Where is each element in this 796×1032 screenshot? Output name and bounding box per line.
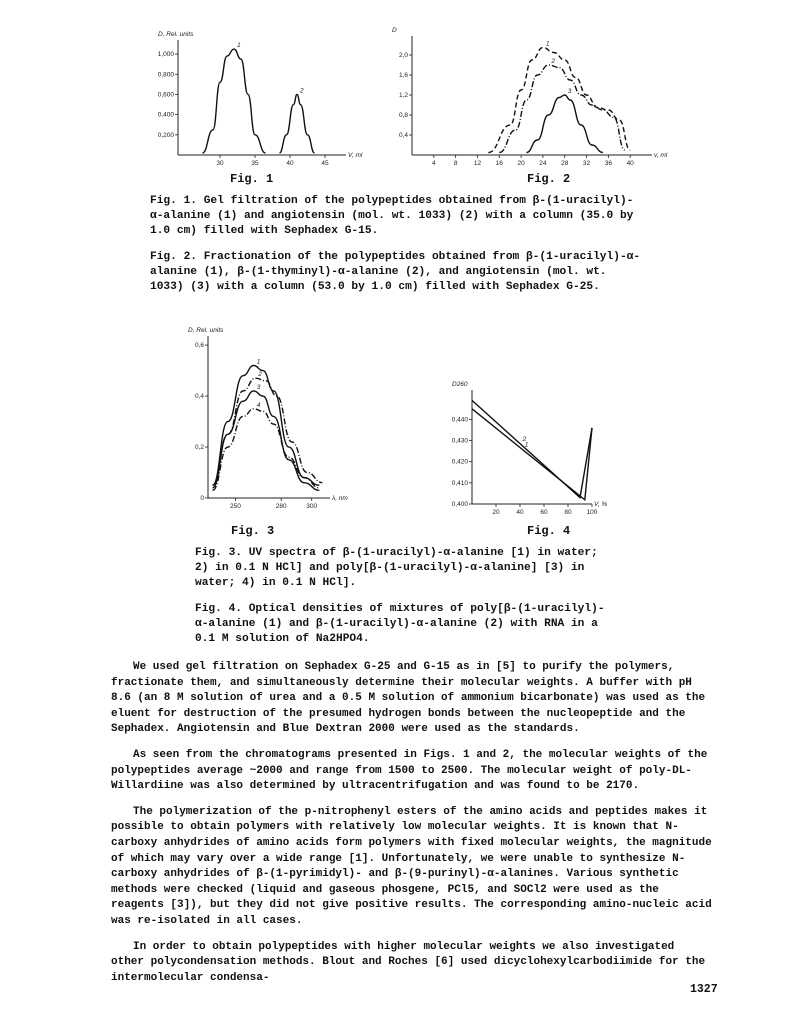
fig1-y-tick-label: 0,600 xyxy=(157,91,174,99)
fig2-series-1-label: 1 xyxy=(545,40,550,48)
fig3-x-axis-label: λ, nm xyxy=(332,495,348,502)
fig2-series-3-label: 3 xyxy=(567,88,572,95)
fig2-y-tick-label: 1,6 xyxy=(398,72,408,79)
fig2-x-tick-label: 20 xyxy=(517,160,525,167)
fig1-x-tick-label: 30 xyxy=(216,160,224,167)
figure-4-label: Fig. 4 xyxy=(527,524,571,538)
figure-4-chart xyxy=(430,382,610,522)
fig2-y-tick-label: 0,8 xyxy=(398,112,408,119)
fig2-x-tick-label: 36 xyxy=(604,160,612,167)
fig1-x-tick-label: 45 xyxy=(321,160,329,167)
fig3-series-2-line xyxy=(213,378,323,485)
fig1-y-tick-label: 1,000 xyxy=(157,51,174,59)
fig1-y-tick-label: 0,800 xyxy=(157,71,174,79)
fig2-y-axis-label: D xyxy=(392,27,397,34)
fig3-series-4-label: 4 xyxy=(256,401,261,409)
figure-2-chart xyxy=(390,27,668,170)
fig3-y-tick-label: 0 xyxy=(200,495,204,502)
fig2-x-tick-label: 16 xyxy=(495,160,503,167)
fig3-y-axis-label: D, Rel. units xyxy=(188,327,224,334)
fig3-y-tick-label: 0,4 xyxy=(194,393,204,401)
fig2-x-tick-label: 4 xyxy=(432,160,436,167)
fig1-y-axis-label: D, Rel. units xyxy=(158,31,194,38)
fig3-series-3-label: 3 xyxy=(256,383,261,391)
fig2-y-tick-label: 2,0 xyxy=(398,52,408,59)
paragraph-3: The polymerization of the p-nitrophenyl esters of the amino acids and peptides makes it possible to obtain polymers with relatively low molecular weights. It is known that N-carboxy anhydrides of amino acids form polymers with fixed molecular weights, the magnitude of which may vary over a wide range [1]. Unfortunately, we were unable to synthesize N-carboxy anhydrides of β-(1-pyrimidyl)- and β-(9-purinyl)-α-alanines. Various synthetic methods were checked (liquid and gaseous phosgene, PCl5, and SOCl2 were used as the reagents [3]), but they did not give positive results. The corresponding amino-nucleic acid was re-isolated in all cases. xyxy=(111,805,712,927)
fig4-series-1-label: 1 xyxy=(524,441,529,449)
fig4-y-tick-label: 0,410 xyxy=(451,479,468,487)
fig2-series-2-line xyxy=(499,65,624,153)
fig1-x-tick-label: 35 xyxy=(251,160,259,167)
fig4-x-tick-label: 40 xyxy=(516,509,524,516)
fig4-x-axis-label: V, % xyxy=(594,501,608,508)
fig2-x-tick-label: 28 xyxy=(561,160,569,167)
figure-3-chart xyxy=(180,320,348,520)
fig3-series-2-label: 2 xyxy=(258,371,262,379)
figure-2-caption: Fig. 2. Fractionation of the polypeptides obtained from β-(1-uracilyl)-α-alanine (1), β-(1-thyminyl)-α-alanine (2), and angiotensin (mol. wt. 1033) (3) with a column (53.0 by 1.0 cm) filled with Sephadex G-25. xyxy=(150,251,641,293)
fig1-series-1-line xyxy=(203,49,266,153)
fig3-y-tick-label: 0,6 xyxy=(194,342,204,350)
fig3-series-1-line xyxy=(213,365,320,485)
fig3-x-tick-label: 280 xyxy=(275,503,287,510)
fig4-series-2-line xyxy=(472,400,592,497)
fig1-series-1-label: 1 xyxy=(237,42,241,50)
fig1-x-tick-label: 40 xyxy=(286,160,294,167)
body-text xyxy=(111,660,713,986)
figure-2-label: Fig. 2 xyxy=(527,172,571,186)
fig4-x-tick-label: 20 xyxy=(492,509,500,516)
fig1-series-2-line xyxy=(280,94,315,153)
fig2-x-axis-label: v, ml xyxy=(654,152,668,159)
fig2-y-tick-label: 0,4 xyxy=(398,132,408,139)
fig1-series-2-label: 2 xyxy=(300,87,304,95)
fig1-y-tick-label: 0,400 xyxy=(157,111,174,119)
figure-3-label: Fig. 3 xyxy=(231,524,275,538)
fig4-y-tick-label: 0,440 xyxy=(451,416,468,424)
page-number: 1327 xyxy=(690,983,718,996)
fig4-y-tick-label: 0,420 xyxy=(451,458,468,466)
fig3-x-tick-label: 300 xyxy=(306,503,318,510)
fig4-series-2-label: 2 xyxy=(522,436,527,444)
fig2-x-tick-label: 24 xyxy=(539,160,547,167)
paragraph-4: In order to obtain polypeptides with higher molecular weights we also investigated other polycondensation methods. Blout and Roches [6] used dicyclohexylcarbodiimide for the intermolecular condensa- xyxy=(111,940,706,984)
fig4-x-tick-label: 100 xyxy=(586,509,598,516)
fig2-x-tick-label: 32 xyxy=(582,160,591,167)
fig2-y-tick-label: 1,2 xyxy=(398,92,408,99)
figure-1-caption: Fig. 1. Gel filtration of the polypeptides obtained from β-(1-uracilyl)-α-alanine (1) and angiotensin (mol. wt. 1033) (2) with a column (35.0 by 1.0 cm) filled with Sephadex G-15. xyxy=(150,195,634,237)
fig3-y-tick-label: 0,2 xyxy=(194,444,204,452)
figure-1-label: Fig. 1 xyxy=(230,172,274,186)
fig4-x-tick-label: 80 xyxy=(564,509,572,516)
fig1-y-tick-label: 0,200 xyxy=(157,131,174,139)
figure-3-caption: Fig. 3. UV spectra of β-(1-uracilyl)-α-alanine [1) in water; 2) in 0.1 N HCl] and poly[β-(1-uracilyl)-α-alanine] [3) in water; 4) in 0.1 N HCl]. xyxy=(195,547,598,589)
paragraph-2: As seen from the chromatograms presented in Figs. 1 and 2, the molecular weights of the polypeptides average ~2000 and range from 1500 to 2500. The molecular weight of poly-DL-Willardiine was also determined by ultracentrifugation and was found to be 2170. xyxy=(111,748,708,793)
paragraph-1: We used gel filtration on Sephadex G-25 and G-15 as in [5] to purify the polymers, fractionate them, and simultaneously determine their molecular weights. A buffer with pH 8.6 (an 8 M solution of urea and a 0.5 M solution of ammonium bicarbonate) was used as the eluent for destruction of the presumed hydrogen bonds between the nucleopeptide and the Sephadex. Angiotensin and Blue Dextran 2000 were used as the standards. xyxy=(111,661,706,736)
figure-1-chart xyxy=(148,30,363,170)
fig4-y-axis-label: D260 xyxy=(452,381,468,388)
fig2-series-3-line xyxy=(527,95,603,153)
fig3-series-1-label: 1 xyxy=(256,358,261,366)
fig2-x-tick-label: 40 xyxy=(626,160,634,167)
fig4-y-tick-label: 0,400 xyxy=(451,501,468,508)
fig4-x-tick-label: 60 xyxy=(540,509,548,516)
fig2-x-tick-label: 12 xyxy=(473,160,482,167)
fig4-y-tick-label: 0,430 xyxy=(451,437,468,445)
fig2-series-2-label: 2 xyxy=(551,58,555,65)
fig3-x-tick-label: 250 xyxy=(230,503,241,510)
fig3-series-3-line xyxy=(213,391,320,490)
figure-4-caption: Fig. 4. Optical densities of mixtures of poly[β-(1-uracilyl)-α-alanine (1) and β-(1-uracilyl)-α-alanine (2) with RNA in a 0.1 M solution of Na2HPO4. xyxy=(195,603,605,645)
fig2-x-tick-label: 8 xyxy=(453,160,458,167)
fig1-x-axis-label: V, ml xyxy=(348,152,363,159)
